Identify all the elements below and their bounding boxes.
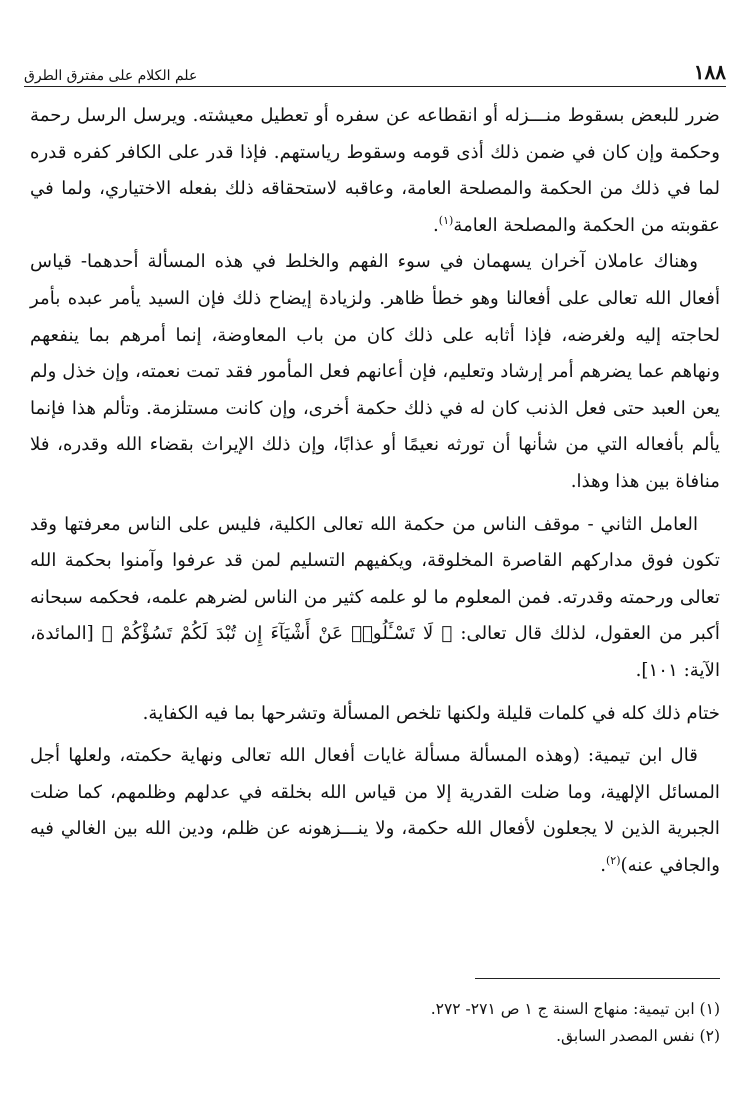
- page-number: ١٨٨: [693, 60, 726, 84]
- footnote-ref-2: (٢): [606, 853, 621, 867]
- paragraph-1-text: ضرر للبعض بسقوط منـــزله أو انقطاعه عن سفره أو تعطيل معيشته. ويرسل الرسل رحمة وحكمة وإن كان في ضمن ذلك أذى قومه وسقوط رياستهم. فإذا قدر على الكافر كفره قدره لما في ذلك من الحكمة والمصلحة العامة، وعاقبه لاستحقاقه ذلك بفعله الاختياري، ولما في عقوبته من الحكمة والمصلحة العامة: [30, 105, 720, 236]
- paragraph-4: ختام ذلك كله في كلمات قليلة ولكنها تلخص المسألة وتشرحها بما فيه الكفاية.: [142, 702, 720, 724]
- paragraph-5: [30, 738, 720, 884]
- main-text: [30, 98, 720, 884]
- paragraph-5-end: .: [600, 854, 606, 876]
- paragraph-1: [30, 98, 720, 244]
- paragraph-5-text: قال ابن تيمية: (وهذه المسألة مسألة غايات أفعال الله تعالى ونهاية حكمته، ولعلها أجل المسائل الإلهية، وما ضلت القدرية إلا من قياس الله بخلقه في عدلهم وظلمهم، كما ضلت الجبرية الذين لا يجعلون لأفعال الله حكمة، ولا ينـــزهونه عن ظلم، ودين الله بين الغالي فيه والجافي عنه): [30, 745, 720, 876]
- footnotes: [30, 996, 720, 1050]
- paragraph-1-end: .: [433, 214, 439, 236]
- paragraph-3: [30, 507, 720, 690]
- footnote-2: (٢) نفس المصدر السابق.: [556, 1027, 720, 1045]
- running-title: علم الكلام على مفترق الطرق: [24, 68, 198, 84]
- page-header: [24, 58, 726, 84]
- footnote-1: (١) ابن تيمية: منهاج السنة ج ١ ص ٢٧١- ٢٧٢.: [430, 1000, 720, 1018]
- paragraph-2: وهناك عاملان آخران يسهمان في سوء الفهم والخلط في هذه المسألة أحدهما- قياس أفعال الله تعالى على أفعالنا وهو خطأ ظاهر. ولزيادة إيضاح ذلك فإن السيد يأمر عبده بأمر لحاجته إليه ولغرضه، فإذا أثابه على ذلك كان من باب المعاوضة، إنما أمرهم بما ينفعهم ونهاهم عما يضرهم أمر إرشاد وتعليم، فإن أعانهم فعل المأمور فقد تمت نعمته، وإن خذل ولم يعن العبد حتى فعل الذنب كان له في ذلك حكمة أخرى، وإن كانت مستلزمة. وتألم هذا فإنما يألم بأفعاله التي من شأنها أن تورثه نعيمًا أو عذابًا، وإن ذلك الإيراث بقضاء الله وقدره، فلا منافاة بين هذا وهذا.: [30, 251, 720, 492]
- verse-citation: [المائدة، الآية: ١٠١].: [30, 623, 720, 681]
- footnote-separator: [475, 978, 720, 979]
- header-rule: [24, 86, 726, 87]
- quran-verse: ﴿ لَا تَسْـَٔلُوا۟ عَنْ أَشْيَآءَ إِن تُبْدَ لَكُمْ تَسُؤْكُمْ ﴾: [101, 623, 453, 645]
- paragraph-3-text: العامل الثاني - موقف الناس من حكمة الله تعالى الكلية، فليس على الناس معرفتها وقد تكون فوق مداركهم القاصرة المخلوقة، ويكفيهم التسليم لمن قد عرفوا وآمنوا بحكمة الله تعالى ورحمته وقدرته. فمن المعلوم ما لو علمه كثير من الناس لضرهم علمه، فحكمه سبحانه أكبر من العقول، لذلك قال تعالى:: [30, 513, 720, 645]
- footnote-ref-1: (١): [438, 213, 454, 227]
